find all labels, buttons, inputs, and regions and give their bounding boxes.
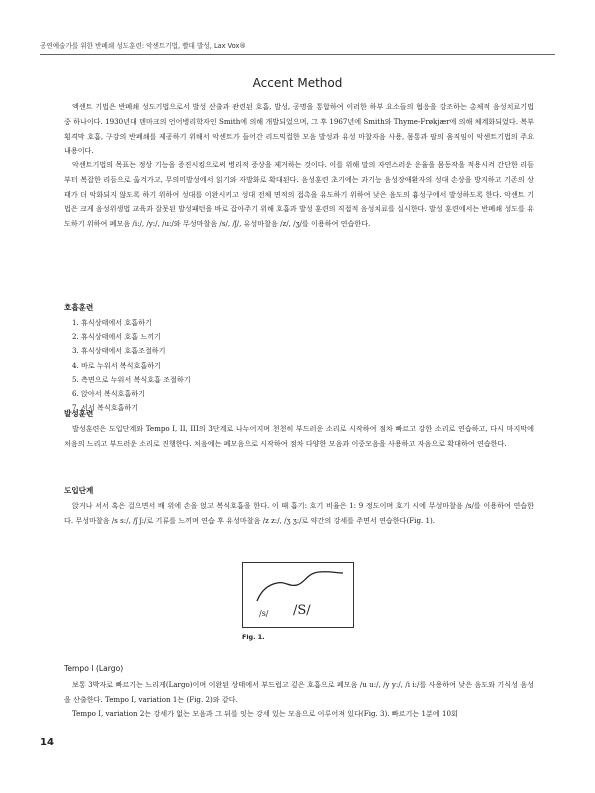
tempo1-paragraph-1: 보통 3박자로 빠르기는 느리게(Largo)이며 이완된 상태에서 부드럽고 깊은 호흡으로 폐모음 /u u:/, /y y:/, /i i:/를 사용하여 낮은 음도와 기식성 음성을 산출한다. Tempo I, variation 1는 (Fig. 2)와 같다. [64, 680, 534, 704]
list-item: 6. 앉아서 복식호흡하기 [72, 388, 145, 398]
intro-stage-heading: 도입단계 [64, 486, 94, 495]
list-item: 7. 서서 복식호흡하기 [72, 403, 139, 413]
breathing-list [72, 316, 191, 415]
page-number: 14 [40, 737, 54, 748]
intro-paragraph-1: 액센트 기법은 반폐쇄 성도기법으로서 발성 산출과 관련된 호흡, 발성, 공명을 통합하여 이러한 하부 요소들의 협응을 강조하는 총체적 음성치료기법 중 하나이다. 1930년대 덴마크의 언어병리학자인 Smith에 의해 개발되었으며, 그 후 1967년에 Smith와 Thyme-Frøkjær에 의해 체계화되었다. 복부횡격막 호흡, 구강의 반폐쇄를 제공하기 위해서 악센트가 들어간 리드믹컬한 모음 발성과 유성 마찰자음 사용, 몸통과 팔의 움직임이 악센트기법의 주요 내용이다. [64, 102, 534, 156]
list-item: 2. 휴식상태에서 호흡 느끼기 [72, 332, 161, 342]
header-rule [40, 54, 555, 55]
list-item: 5. 측면으로 누워서 복식호흡 조절하기 [72, 374, 191, 384]
tempo1-heading: Tempo I (Largo) [64, 664, 124, 673]
intro-stage-paragraph: 앉거나 서서 혹은 걸으면서 배 위에 손을 얹고 복식호흡을 한다. 이 때 흡기: 호기 비율은 1: 9 정도이며 호기 시에 무성마찰음 /s/를 이용하여 연습한다. 무성마찰음 /s s:/, /ʃ ʃ:/로 기류를 느끼며 연습 후 유성마찰음 /z z:/, /ʒ ʒ:/로 약간의 강세를 주면서 연습한다(Fig. 1). [64, 501, 534, 525]
page-title: Accent Method [252, 76, 343, 90]
figure-label-large-s: /S/ [293, 603, 311, 618]
running-header: 공연예술가를 위한 반폐쇄 성도훈련: 악센트기법, 빨대 발성, Lax Vox® [40, 42, 246, 50]
list-item: 1. 휴식상태에서 호흡하기 [72, 318, 152, 327]
figure-1 [242, 562, 354, 628]
list-item: 4. 바로 누워서 복식호흡하기 [72, 360, 161, 370]
phonation-heading: 발성훈련 [64, 409, 94, 418]
figure-label-small-s: /s/ [259, 609, 269, 618]
breathing-heading: 호흡훈련 [64, 303, 94, 312]
phonation-paragraph: 발성훈련은 도입단계와 Tempo I, II, III의 3단계로 나누어지며 천천히 부드러운 소리로 시작하여 점차 빠르고 강한 소리로 연습하고, 다시 마지막에 처음의 느리고 부드러운 소리로 진행한다. 처음에는 폐모음으로 시작하여 점차 다양한 모음과 이중모음을 사용하고 자음으로 확대하여 연습한다. [64, 424, 534, 448]
list-item: 3. 휴식상태에서 호흡조절하기 [72, 346, 166, 356]
intro-paragraph-2: 악센트기법의 목표는 정상 기능을 증진시킴으로써 병리적 증상을 제거하는 것이다. 이를 위해 말의 자연스러운 운율을 몸동작을 적용시켜 간단한 리듬부터 복잡한 리듬으로 옮겨가고, 무의미발성에서 읽기와 자발화로 확대된다. 음성훈련 초기에는 과기능 음성장애환자의 성대 손상을 방지하고 기존의 상태가 더 악화되지 않도록 하기 위하여 성대를 이완시키고 성대 전체 면적의 접촉을 유도하기 위하여 낮은 음도의 흉성구에서 발성하도록 한다. 악센트 기법은 크게 음성위생법 교육과 잘못된 발성패턴을 바로 잡아주기 위해 호흡과 발성 훈련의 직접적 음성치료를 실시한다. 발성 훈련에서는 반폐쇄 성도를 유도하기 위하여 폐모음 /i:/, /y:/, /u:/와 무성마찰음 /s/, /ʃ/, 유성마찰음 /z/, /ʒ/를 이용하여 연습한다. [64, 160, 534, 229]
intensity-curve-illustration [243, 563, 355, 629]
figure-caption: Fig. 1. [242, 633, 265, 641]
tempo1-paragraph-2: Tempo I, variation 2는 강세가 없는 모음과 그 뒤를 잇는 강세 있는 모음으로 이루어져 있다(Fig. 3). 빠르기는 1분에 10회 [72, 709, 458, 718]
